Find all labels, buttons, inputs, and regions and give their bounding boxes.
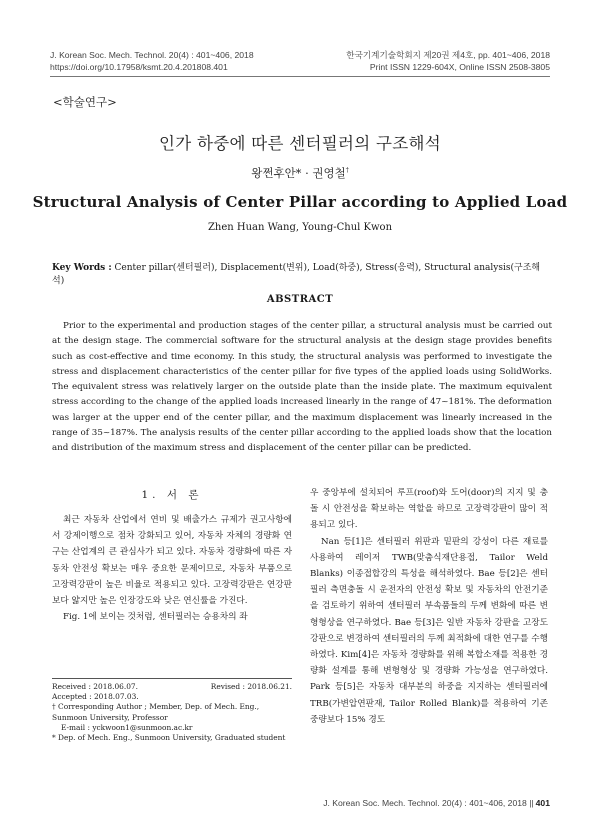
footnote-divider (52, 678, 292, 679)
journal-korean-citation: 한국기계기술학회지 제20권 제4호, pp. 401~406, 2018 (346, 50, 550, 60)
abstract-body: Prior to the experimental and production stages of the center pillar, a structural analysis must be carried out at the design stage. The commercial software for the structural analysis at the design stage provides benefits such as cost-effective and time economy. In this study, the structural analysis was performed to investigate the stress and displacement characteristics of the center pillar for five types of the applied loads using SolidWorks. The equivalent stress was relatively larger on the outside plate than the inside plate. The maximum equivalent stress according to the change of the applied loads increased linearly in the range of 47~181%. The deformation was larger at the upper end of the center pillar, and the maximum displacement was linearly increased in the range of 35~187%. The analysis results of the center pillar according to the applied loads show that the location and distribution of the maximum stress and displacement of the center pillar can be predicted. (52, 321, 552, 454)
korean-authors (0, 165, 600, 181)
revised-date: Revised : 2018.06.21. (210, 682, 292, 691)
journal-citation: J. Korean Soc. Mech. Technol. 20(4) : 401~406, 2018 (50, 50, 254, 60)
english-authors: Zhen Huan Wang, Young-Chul Kwon (207, 222, 393, 233)
keywords-label: Key Words : (52, 263, 112, 273)
corresponding-author-note: † Corresponding Author ; Member, Dep. of Mech. Eng., Sunmoon University, Professor (52, 702, 260, 722)
header-divider (50, 76, 550, 77)
korean-author-names: 왕쩐후안* · 권영철 (251, 166, 346, 180)
corresponding-mark: † (345, 167, 349, 175)
english-title: Structural Analysis of Center Pillar according to Applied Load (32, 193, 568, 211)
accepted-date: Accepted : 2018.07.03. (52, 692, 139, 702)
intro-paragraph-2: Fig. 1에 보이는 것처럼, 센터필러는 승용차의 좌 (63, 612, 248, 623)
right-column (310, 485, 548, 728)
intro-paragraph-3: Nan 등[1]은 센터필러 위판과 밑판의 강성이 다른 재료를 사용하여 레이저 TWB(맞춤식재단용접, Tailor Weld Blanks) 이종접합강의 특성을 해석하였다. Bae 등[2]은 센터필러 측면충돌 시 운전자의 안전성 확보 및 자동차의 안전기준을 검토하기 위하여 센터필러 부속품들의 두께 변화에 따른 변형형상을 연구하였다. Bae 등[3]은 일반 자동차 강판을 고장도강판으로 변경하여 센터필러의 두께 최적화에 대한 연구를 수행하였다. Kim[4]은 자동차 경량화를 위해 복합소재를 적용한 경량화 설계를 통해 변형형상 및 경량화 가능성을 연구하였다. Park 등[5]은 자동차 대부분의 하중을 지지하는 센터필러에 TRB(가변압연판재, Tailor Rolled Blank)를 적용하여 기존 중량보다 15% 경도 (310, 536, 548, 725)
korean-title: 인가 하중에 따른 센터필러의 구조해석 (158, 134, 441, 153)
keywords (52, 262, 552, 288)
issn-line: Print ISSN 1229-604X, Online ISSN 2508-3805 (369, 61, 550, 72)
running-header-right (346, 50, 550, 73)
received-revised-row (52, 682, 292, 692)
coauthor-affiliation: * Dep. of Mech. Eng., Sunmoon University, Graduated student (52, 733, 286, 743)
page-footer (323, 798, 550, 808)
intro-paragraph-2-continued: 우 중앙부에 설치되어 루프(roof)와 도어(door)의 지지 및 충돌 시 안전성을 확보하는 역할을 하므로 고장력강판이 많이 적용되고 있다. (310, 488, 548, 531)
article-type-tag: <학술연구> (53, 95, 117, 109)
left-column (52, 512, 292, 625)
footer-citation: J. Korean Soc. Mech. Technol. 20(4) : 401~406, 2018 || (323, 798, 534, 808)
page-number: 401 (535, 798, 550, 808)
abstract-heading: ABSTRACT (266, 294, 334, 305)
doi-link[interactable]: https://doi.org/10.17958/ksmt.20.4.201808.401 (50, 61, 228, 72)
running-header-left (50, 50, 254, 73)
author-email[interactable]: E-mail : yckwoon1@sunmoon.ac.kr (61, 722, 193, 732)
keywords-text: Center pillar(센터필러), Displacement(변위), Load(하중), Stress(응력), Structural analysis(구조해석) (52, 263, 541, 286)
section-heading-introduction: 1. 서 론 (141, 489, 203, 501)
intro-paragraph-1: 최근 자동차 산업에서 연비 및 배출가스 규제가 권고사항에서 강제이행으로 점차 강화되고 있어, 자동차 자체의 경량화 연구는 산업계의 큰 관심사가 되고 있다. 자동차 경량화에 따른 자동차 안전성 확보는 매우 중요한 문제이므로, 자동차 부품으로 고장력강판이 높은 비율로 적용되고 있다. 고장력강판은 연강판보다 얇지만 높은 인장강도와 낮은 연신률을 가진다. (52, 515, 292, 607)
received-date: Received : 2018.06.07. (52, 682, 138, 691)
footnotes (52, 682, 292, 743)
